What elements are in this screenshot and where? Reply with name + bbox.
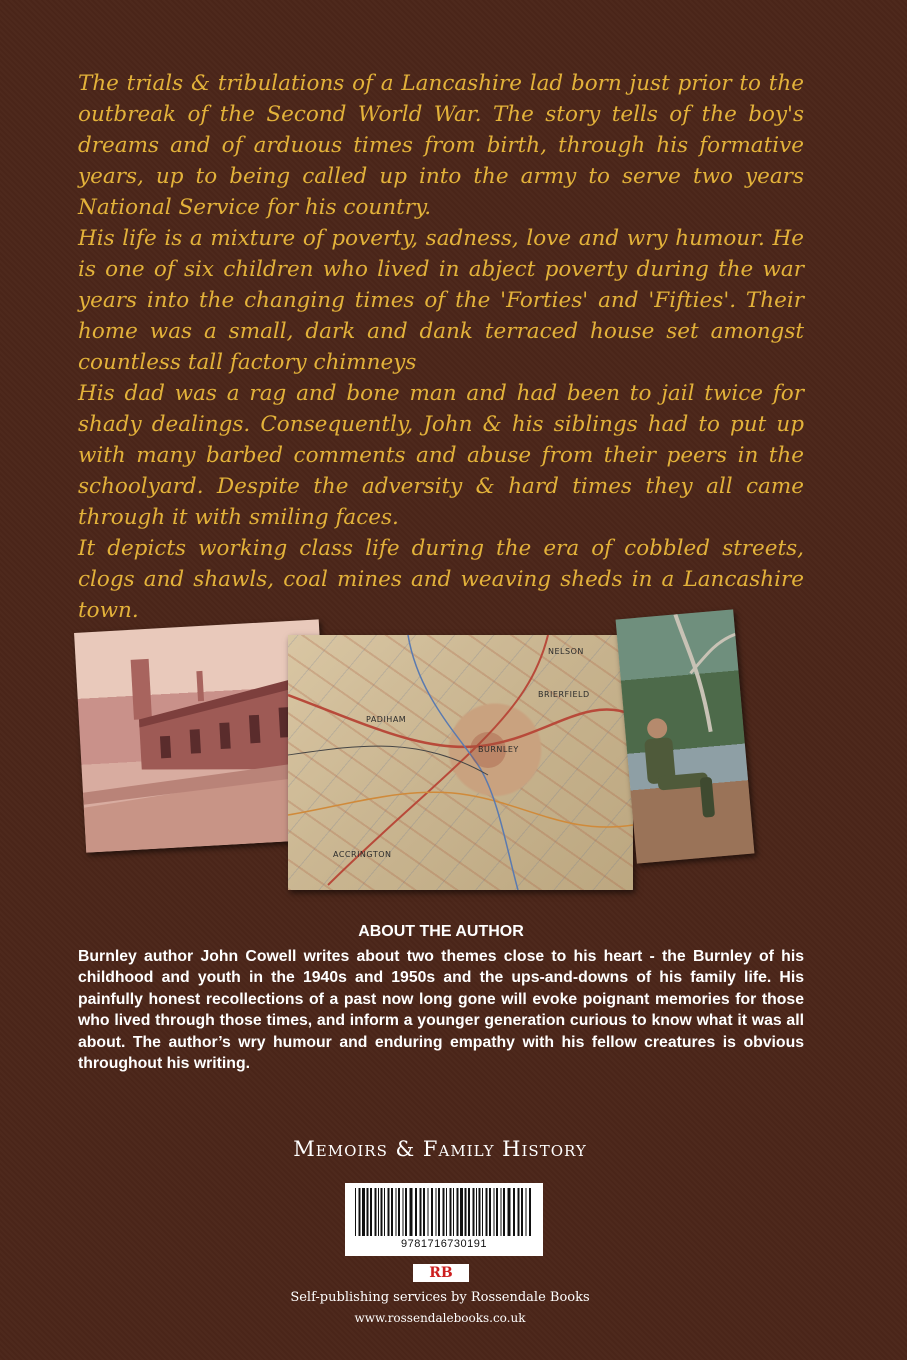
barcode-bar [431, 1188, 433, 1236]
barcode-bar [443, 1188, 445, 1236]
map-label: BRIERFIELD [538, 690, 590, 699]
barcode-bar [384, 1188, 385, 1236]
barcode-bars [353, 1188, 535, 1236]
barcode-bar [391, 1188, 393, 1236]
barcode-bar [420, 1188, 422, 1236]
barcode-bar [367, 1188, 369, 1236]
barcode-bar [405, 1188, 407, 1236]
barcode-bar [403, 1188, 404, 1236]
barcode-bar [378, 1188, 379, 1236]
barcode-bar [396, 1188, 397, 1236]
publisher-logo: RB [413, 1264, 469, 1282]
blurb-paragraph: It depicts working class life during the era of cobbled streets, clogs and shawls, coal mines and weaving sheds in a Lancashire town. [78, 536, 804, 623]
barcode-bar [473, 1188, 475, 1236]
barcode-bar [529, 1188, 531, 1236]
blurb [78, 68, 804, 626]
barcode-bar [501, 1188, 502, 1236]
barcode-bar [503, 1188, 505, 1236]
barcode-bar [508, 1188, 511, 1236]
barcode-bar [446, 1188, 447, 1236]
blurb-paragraph: His dad was a rag and bone man and had been to jail twice for shady dealings. Consequently, John & his siblings had to put up with many barbed comments and abuse from their peers in the schoolyard. Despite the adversity & hard times they all came through it with smiling faces. [78, 381, 804, 530]
barcode-bar [375, 1188, 377, 1236]
barcode-bar [518, 1188, 520, 1236]
barcode-bar [398, 1188, 400, 1236]
publisher-line: Self-publishing services by Rossendale Books [290, 1290, 590, 1305]
barcode-bar [457, 1188, 459, 1236]
barcode-bar [423, 1188, 425, 1236]
about-author [78, 921, 804, 1075]
blurb-paragraph: His life is a mixture of poverty, sadness, love and wry humour. He is one of six children who lived in abject poverty during the war years into the changing times of the 'Forties' and 'Fifties'. Their home was a small, dark and dank terraced house set amongst countless tall factory chimneys [78, 226, 804, 375]
barcode-bar [476, 1188, 477, 1236]
barcode-bar [526, 1188, 527, 1236]
map-label: BURNLEY [478, 745, 519, 754]
barcode-bar [355, 1188, 356, 1236]
publisher-website: www.rossendalebooks.co.uk [354, 1311, 526, 1325]
barcode-bar [362, 1188, 365, 1236]
photo-collage [0, 608, 907, 898]
about-body: Burnley author John Cowell writes about two themes close to his heart - the Burnley of his childhood and youth in the 1940s and 1950s and the ups-and-downs of his family life. His painfully honest recollections of a past now long gone will evoke poignant memories for those who lived through those times, and inform a younger generation curious to know what it was all about. The author’s wry humour and enduring empathy with his fellow creatures is obvious throughout his writing. [78, 947, 804, 1072]
barcode-bar [388, 1188, 390, 1236]
barcode-bar [513, 1188, 515, 1236]
soldier-photo [616, 609, 755, 863]
barcode-bar [450, 1188, 452, 1236]
barcode-bar [370, 1188, 372, 1236]
map-image [288, 635, 633, 890]
blurb-paragraph: The trials & tribulations of a Lancashire lad born just prior to the outbreak of the Second World War. The story tells of the boy's dreams and of arduous times from birth, through his formative years, up to being called up into the army to serve two years National Service for his country. [78, 71, 804, 220]
barcode-bar [460, 1188, 463, 1236]
barcode-bar [465, 1188, 467, 1236]
genre-label: Memoirs & Family History [293, 1137, 587, 1161]
map-label: NELSON [548, 647, 584, 656]
barcode-bar [438, 1188, 440, 1236]
barcode-bar [359, 1188, 361, 1236]
barcode-bar [428, 1188, 429, 1236]
barcode-bar [436, 1188, 437, 1236]
barcode-bar [496, 1188, 498, 1236]
barcode-bar [494, 1188, 495, 1236]
barcode [345, 1183, 543, 1256]
barcode-bar [482, 1188, 483, 1236]
about-heading: ABOUT THE AUTHOR [358, 923, 524, 940]
barcode-bar [453, 1188, 454, 1236]
barcode-bar [381, 1188, 383, 1236]
barcode-bar [479, 1188, 481, 1236]
soldier-illustration [616, 609, 755, 863]
map-label: PADIHAM [366, 715, 407, 724]
map-label: ACCRINGTON [333, 850, 392, 859]
isbn-number: 9781716730191 [400, 1238, 488, 1250]
barcode-bar [410, 1188, 413, 1236]
barcode-bar [415, 1188, 417, 1236]
barcode-bar [489, 1188, 491, 1236]
barcode-bar [486, 1188, 488, 1236]
barcode-bar [521, 1188, 523, 1236]
barcode-bar [468, 1188, 470, 1236]
